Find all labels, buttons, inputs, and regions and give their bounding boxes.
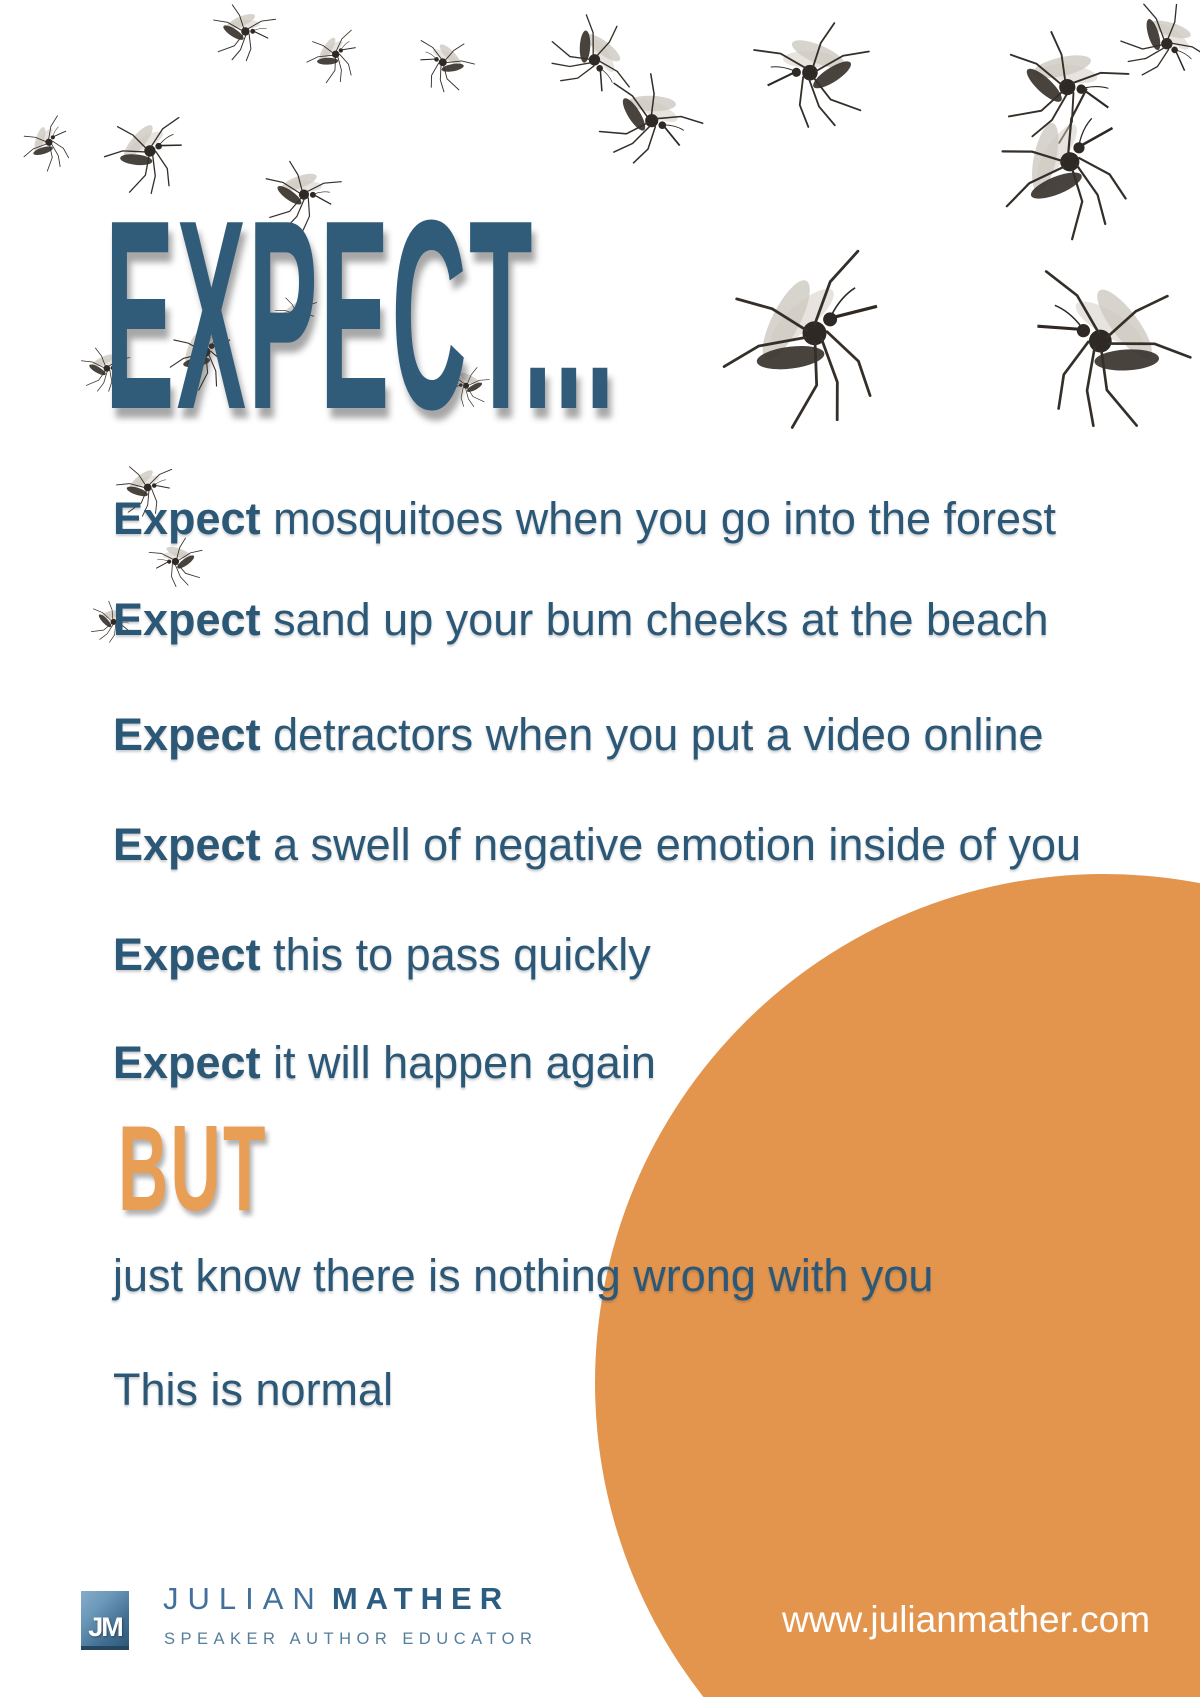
expect-line-4: [113, 819, 1082, 870]
expect-line-5: [113, 929, 651, 980]
closing-line-1: just know there is nothing wrong with you: [113, 1250, 934, 1301]
mosquito-icon: [291, 16, 370, 95]
expect-line-1-rest: mosquitoes when you go into the forest: [260, 493, 1057, 544]
expect-line-3-rest: detractors when you put a video online: [260, 709, 1044, 760]
mosquito-icon: [667, 207, 933, 473]
brand-name: [163, 1583, 510, 1614]
expect-line-1-bold: Expect: [113, 493, 261, 544]
mosquito-icon: [411, 26, 486, 101]
mosquito-icon: [740, 0, 899, 150]
expect-line-5-bold: Expect: [113, 929, 261, 980]
expect-line-4-rest: a swell of negative emotion inside of you: [260, 819, 1082, 870]
jm-logo: [81, 1591, 129, 1650]
expect-line-6: [113, 1037, 656, 1088]
brand-last-name: MATHER: [331, 1581, 511, 1616]
brand-first-name: JULIAN: [163, 1581, 324, 1616]
expect-line-2-bold: Expect: [113, 594, 261, 645]
but-heading: BUT: [118, 1100, 268, 1236]
mosquito-icon: [3, 103, 87, 187]
expect-line-3: [113, 709, 1044, 760]
expect-line-5-rest: this to pass quickly: [260, 929, 651, 980]
website-url: www.julianmather.com: [782, 1599, 1151, 1640]
expect-line-4-bold: Expect: [113, 819, 261, 870]
mosquito-icon: [197, 0, 283, 73]
expect-line-1: [113, 493, 1057, 544]
mosquito-icon: [999, 229, 1200, 462]
closing-line-2: This is normal: [113, 1364, 394, 1415]
expect-line-2: [113, 594, 1049, 645]
expect-line-3-bold: Expect: [113, 709, 261, 760]
poster-title: EXPECT...: [105, 165, 617, 466]
jm-logo-initials: JM: [88, 1612, 122, 1642]
brand-tagline: SPEAKER AUTHOR EDUCATOR: [164, 1630, 538, 1648]
expect-line-6-bold: Expect: [113, 1037, 261, 1088]
expect-line-6-rest: it will happen again: [260, 1037, 656, 1088]
expect-line-2-rest: sand up your bum cheeks at the beach: [260, 594, 1049, 645]
